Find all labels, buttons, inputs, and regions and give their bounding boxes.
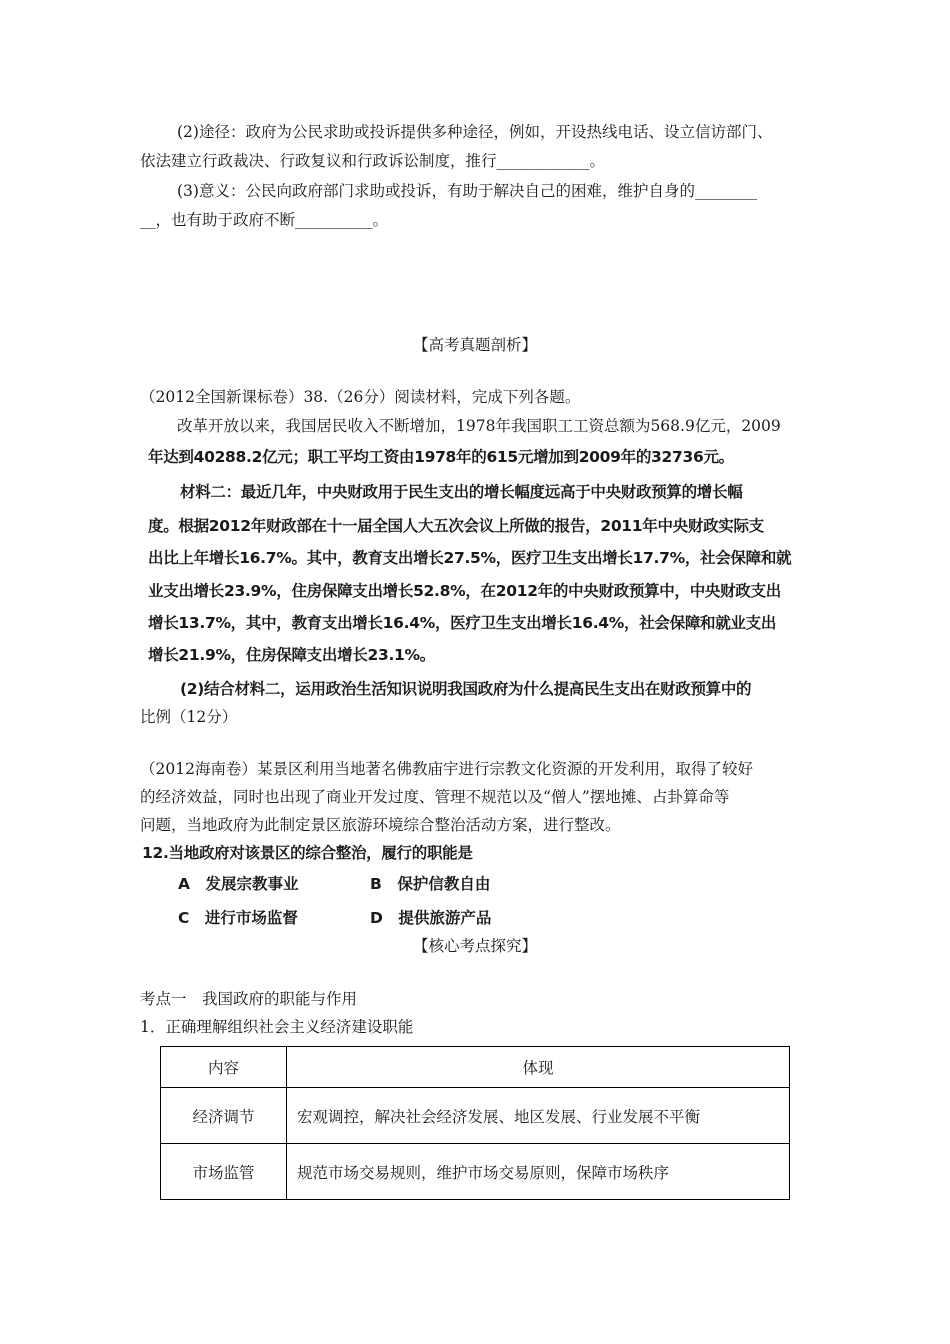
q1-material-3: 出比上年增长16.7%。其中，教育支出增长27.5%，医疗卫生支出增长17.7%，社会保障和就	[148, 549, 792, 567]
table-row	[161, 1144, 790, 1200]
table-cell: 经济调节	[161, 1088, 287, 1144]
q1-ask-1: (2)结合材料二，运用政治生活知识说明我国政府为什么提高民生支出在财政预算中的	[180, 680, 752, 698]
option-c: C 进行市场监督	[178, 909, 298, 927]
q1-material-1: 材料二：最近几年，中央财政用于民生支出的增长幅度远高于中央财政预算的增长幅	[180, 483, 743, 501]
option-a: A 发展宗教事业	[178, 875, 299, 893]
section-title-core: 【核心考点探究】	[412, 937, 537, 955]
intro-line-1: (2)途径：政府为公民求助或投诉提供多种途径，例如，开设热线电话、设立信访部门、	[177, 123, 773, 141]
q1-ask-2: 比例（12分）	[140, 708, 238, 726]
q1-material-4: 业支出增长23.9%，住房保障支出增长52.8%，在2012年的中央财政预算中，中央财政支出	[148, 582, 781, 600]
q1-para-1: 改革开放以来，我国居民收入不断增加，1978年我国职工工资总额为568.9亿元，2009	[177, 417, 781, 435]
q1-material-2: 度。根据2012年财政部在十一届全国人大五次会议上所做的报告，2011年中央财政实际支	[148, 517, 764, 535]
q2-line-1: （2012海南卷）某景区利用当地著名佛教庙宇进行宗教文化资源的开发利用，取得了较好	[140, 760, 753, 778]
q1-para-2: 年达到40288.2亿元；职工平均工资由1978年的615元增加到2009年的32736元。	[148, 448, 734, 466]
option-b: B 保护信教自由	[370, 875, 491, 893]
q1-material-6: 增长21.9%，住房保障支出增长23.1%。	[148, 646, 435, 664]
table-cell: 宏观调控，解决社会经济发展、地区发展、行业发展不平衡	[287, 1088, 790, 1144]
intro-line-3: (3)意义：公民向政府部门求助或投诉，有助于解决自己的困难，维护自身的________	[177, 182, 757, 200]
option-d: D 提供旅游产品	[370, 909, 492, 927]
q1-source: （2012全国新课标卷）38.（26分）阅读材料，完成下列各题。	[140, 388, 581, 406]
section-title-gaokao: 【高考真题剖析】	[412, 336, 537, 354]
function-table	[160, 1046, 790, 1200]
table-cell: 市场监管	[161, 1144, 287, 1200]
keypoint-subtitle: 1．正确理解组织社会主义经济建设职能	[140, 1018, 414, 1036]
table-cell: 规范市场交易规则，维护市场交易原则，保障市场秩序	[287, 1144, 790, 1200]
table-header-row	[161, 1047, 790, 1088]
q2-stem: 12.当地政府对该景区的综合整治，履行的职能是	[142, 844, 473, 862]
q2-line-3: 问题，当地政府为此制定景区旅游环境综合整治活动方案，进行整改。	[140, 816, 621, 834]
q2-line-2: 的经济效益，同时也出现了商业开发过度、管理不规范以及“僧人”摆地摊、占卦算命等	[140, 788, 730, 806]
table-row	[161, 1088, 790, 1144]
keypoint-title: 考点一 我国政府的职能与作用	[140, 990, 358, 1008]
intro-line-2: 依法建立行政裁决、行政复议和行政诉讼制度，推行____________。	[140, 152, 606, 170]
q1-material-5: 增长13.7%，其中，教育支出增长16.4%，医疗卫生支出增长16.4%，社会保障和就业支出	[148, 614, 777, 632]
intro-line-4: __，也有助于政府不断__________。	[140, 211, 389, 229]
table-header-cell: 体现	[287, 1047, 790, 1088]
table-header-cell: 内容	[161, 1047, 287, 1088]
